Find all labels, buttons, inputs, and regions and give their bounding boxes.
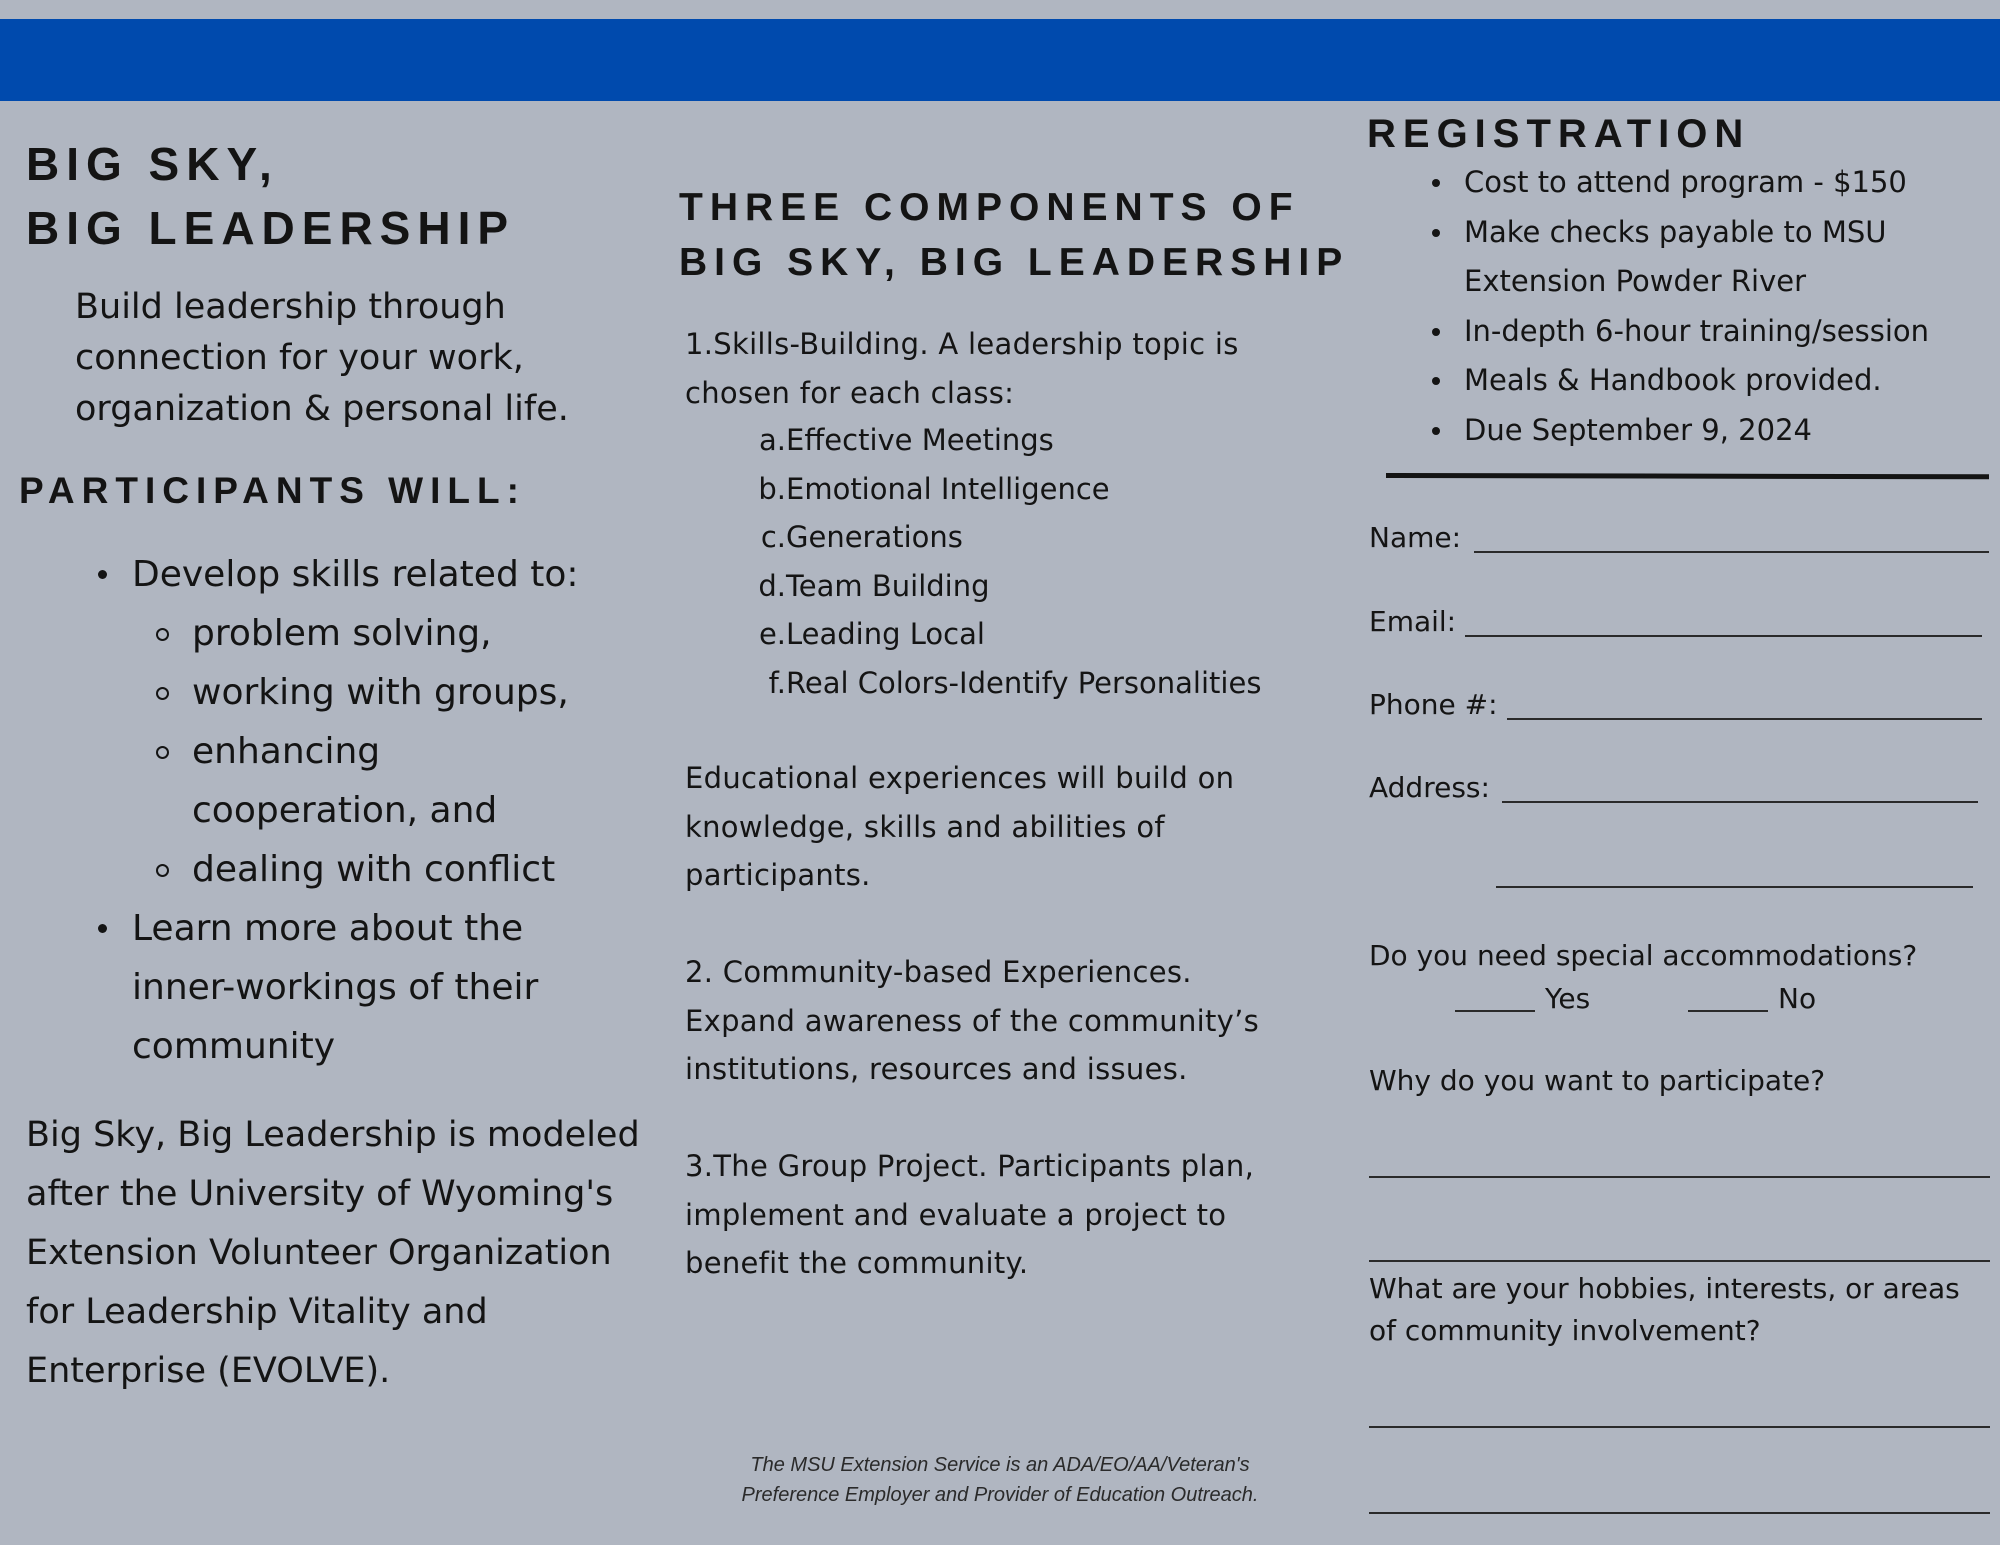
accommodations-question: Do you need special accommodations?: [1369, 939, 1918, 972]
email-label: Email:: [1369, 605, 1457, 638]
no-label: No: [1778, 982, 1817, 1015]
sub-item: enhancing cooperation, and: [192, 722, 552, 840]
topic-letter: f.: [768, 665, 786, 700]
model-text: Big Sky, Big Leadership is modeled after the University of Wyoming's Extension Volunteer Organization for Leadership Vitality and Enterprise (EVOLVE).: [26, 1115, 640, 1391]
topic-letter: c.: [760, 520, 786, 554]
sub-item: working with groups,: [192, 663, 650, 722]
component-1-intro: 1.Skills-Building. A leadership topic is chosen for each class:: [685, 327, 1239, 410]
participants-heading: PARTICIPANTS WILL:: [19, 470, 526, 511]
skills-sublist: [132, 604, 650, 899]
list-item: [745, 659, 1261, 708]
participate-question: Why do you want to participate?: [1369, 1064, 1826, 1097]
topic-letter: b.: [758, 471, 786, 506]
phone-label: Phone #:: [1369, 688, 1498, 721]
address-label: Address:: [1369, 771, 1490, 804]
email-field[interactable]: [1465, 635, 1982, 637]
topic-list: [745, 416, 1261, 707]
footer-disclaimer: [700, 1450, 1300, 1510]
bullet-develop-skills: Develop skills related to:: [132, 554, 579, 595]
list-item: [745, 416, 1261, 465]
top-banner-bar: [0, 19, 2000, 101]
list-item: [90, 545, 650, 899]
components-title-line-1: THREE COMPONENTS OF: [679, 186, 1300, 229]
topic-letter: e.: [758, 617, 786, 651]
intro-text: Build leadership through connection for your work, organization & personal life.: [75, 287, 569, 429]
topic-text: Leading Local: [786, 617, 985, 651]
topic-text: Team Building: [786, 568, 990, 603]
yes-label: Yes: [1545, 982, 1591, 1015]
registration-list: [1424, 158, 1984, 455]
components-title-line-2: BIG SKY, BIG LEADERSHIP: [679, 241, 1350, 284]
topic-letter: a.: [759, 423, 786, 457]
name-field[interactable]: [1474, 551, 1989, 553]
sub-item: problem solving,: [192, 604, 650, 663]
topic-text: Effective Meetings: [786, 423, 1054, 457]
accommodations-no-blank[interactable]: [1688, 1010, 1768, 1012]
participate-answer-line-2[interactable]: [1369, 1260, 1990, 1262]
section-divider: [1386, 473, 1989, 479]
list-item: [745, 610, 1261, 659]
footer-line-2: Preference Employer and Provider of Education Outreach.: [741, 1484, 1259, 1506]
list-item: Due September 9, 2024: [1424, 406, 1984, 456]
list-item: [745, 562, 1261, 611]
list-item: [745, 513, 1261, 562]
participants-list: [90, 545, 650, 1076]
list-item: [745, 465, 1261, 514]
list-item: In-depth 6-hour training/session: [1424, 307, 1984, 357]
topic-text: Real Colors-Identify Personalities: [786, 665, 1262, 700]
address-field-line-2[interactable]: [1496, 886, 1973, 888]
registration-title: REGISTRATION: [1367, 112, 1751, 156]
title-line-1: BIG SKY,: [26, 138, 279, 190]
topic-text: Emotional Intelligence: [786, 471, 1110, 506]
educational-text: Educational experiences will build on knowledge, skills and abilities of participants.: [685, 761, 1235, 892]
footer-line-1: The MSU Extension Service is an ADA/EO/AA/Veteran's: [750, 1454, 1250, 1476]
title-line-2: BIG LEADERSHIP: [26, 202, 516, 254]
list-item: Cost to attend program - $150: [1424, 158, 1984, 208]
hobbies-question: What are your hobbies, interests, or areas of community involvement?: [1369, 1272, 1960, 1347]
sub-item: dealing with conflict: [192, 840, 650, 899]
accommodations-yes-blank[interactable]: [1455, 1010, 1535, 1012]
bullet-learn-more: Learn more about the inner-workings of their community: [132, 908, 539, 1067]
list-item: [90, 899, 602, 1076]
brochure-title: [26, 132, 515, 260]
name-label: Name:: [1369, 521, 1462, 554]
topic-text: Generations: [786, 520, 963, 554]
address-field[interactable]: [1502, 801, 1978, 803]
component-3-text: 3.The Group Project. Participants plan, implement and evaluate a project to benefit the community.: [685, 1149, 1255, 1280]
phone-field[interactable]: [1507, 718, 1982, 720]
hobbies-answer-line-2[interactable]: [1369, 1512, 1990, 1514]
topic-letter: d.: [758, 568, 786, 603]
list-item: Make checks payable to MSU Extension Powder River: [1424, 208, 1934, 307]
hobbies-answer-line-1[interactable]: [1369, 1426, 1990, 1428]
component-2-text: 2. Community-based Experiences. Expand awareness of the community’s institutions, resources and issues.: [685, 955, 1260, 1086]
components-title: [679, 180, 1349, 290]
participate-answer-line-1[interactable]: [1369, 1176, 1990, 1178]
list-item: Meals & Handbook provided.: [1424, 356, 1984, 406]
